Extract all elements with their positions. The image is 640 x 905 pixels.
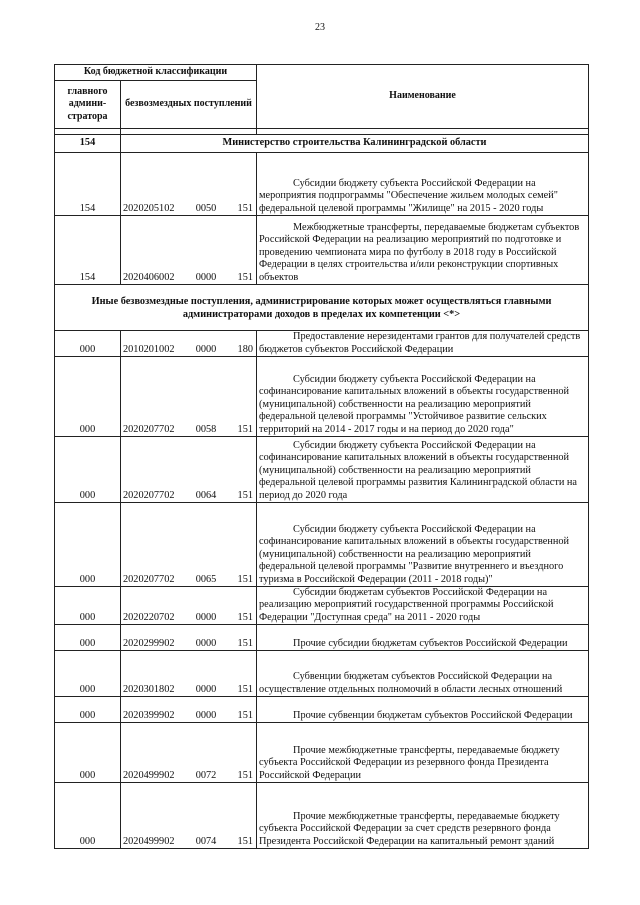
revenue-code — [121, 216, 257, 285]
admin-code: 000 — [55, 357, 121, 437]
code-main: 2010201002 — [123, 343, 175, 355]
table-row — [55, 723, 589, 783]
item-name: Субсидии бюджету субъекта Российской Федерации на софинансирование капитальных вложений в объекты государственной (муниципальной) собственности на реализацию мероприятий федеральной целевой программы развития Калининградской области на период до 2020 года — [257, 437, 589, 503]
budget-classification-table — [54, 64, 589, 849]
admin-code: 000 — [55, 651, 121, 697]
revenue-code — [121, 357, 257, 437]
code-type: 151 — [237, 202, 253, 214]
table-row — [55, 153, 589, 216]
code-sub: 0064 — [195, 489, 217, 501]
code-main: 2020205102 — [123, 202, 175, 214]
code-type: 151 — [237, 769, 253, 781]
table-row — [55, 331, 589, 357]
code-sub: 0074 — [195, 835, 217, 847]
revenue-code — [121, 587, 257, 625]
code-type: 151 — [237, 271, 253, 283]
table-row — [55, 625, 589, 651]
code-main: 2020499902 — [123, 835, 175, 847]
admin-code: 154 — [55, 216, 121, 285]
admin-code: 000 — [55, 587, 121, 625]
header-name: Наименование — [257, 65, 589, 129]
code-sub: 0058 — [195, 423, 217, 435]
table-row — [55, 697, 589, 723]
code-type: 151 — [237, 835, 253, 847]
code-type: 151 — [237, 683, 253, 695]
admin-code: 000 — [55, 625, 121, 651]
code-type: 151 — [237, 573, 253, 585]
code-type: 151 — [237, 637, 253, 649]
code-main: 2020220702 — [123, 611, 175, 623]
table-row — [55, 216, 589, 285]
revenue-code — [121, 625, 257, 651]
table-row — [55, 651, 589, 697]
admin-code: 154 — [55, 153, 121, 216]
code-sub: 0000 — [195, 343, 217, 355]
code-type: 151 — [237, 423, 253, 435]
code-main: 2020207702 — [123, 573, 175, 585]
page-number: 23 — [315, 22, 325, 33]
code-sub: 0000 — [195, 709, 217, 721]
revenue-code — [121, 783, 257, 849]
header-code-group: Код бюджетной классификации — [55, 65, 257, 81]
code-type: 151 — [237, 709, 253, 721]
table-row — [55, 587, 589, 625]
code-main: 2020399902 — [123, 709, 175, 721]
revenue-code — [121, 503, 257, 587]
code-main: 2020301802 — [123, 683, 175, 695]
code-sub: 0065 — [195, 573, 217, 585]
code-main: 2020299902 — [123, 637, 175, 649]
admin-code: 000 — [55, 723, 121, 783]
admin-code: 000 — [55, 331, 121, 357]
code-main: 2020207702 — [123, 423, 175, 435]
item-name: Субвенции бюджетам субъектов Российской Федерации на осуществление отдельных полномочий в области лесных отношений — [257, 651, 589, 697]
table-row — [55, 437, 589, 503]
item-name: Предоставление нерезидентами грантов для получателей средств бюджетов субъектов Российской Федерации — [257, 331, 589, 357]
item-name: Субсидии бюджету субъекта Российской Федерации на софинансирование капитальных вложений в объекты государственной (муниципальной) собственности на реализацию мероприятий федеральной целевой программы "Развитие внутреннего и въездного туризма в Российской Федерации (2011 - 2018 годы)" — [257, 503, 589, 587]
admin-code: 000 — [55, 697, 121, 723]
section-admin: 154 — [55, 135, 121, 153]
header-revenue: безвозмездных поступлений — [121, 81, 257, 129]
header-admin: главного админи-стратора — [55, 81, 121, 129]
code-main: 2020406002 — [123, 271, 175, 283]
section-other-title: Иные безвозмездные поступления, администрирование которых может осуществляться главными администраторами доходов в пределах их компетенции <*> — [55, 285, 589, 331]
item-name: Прочие субсидии бюджетам субъектов Российской Федерации — [257, 625, 589, 651]
revenue-code — [121, 723, 257, 783]
revenue-code — [121, 153, 257, 216]
revenue-code — [121, 331, 257, 357]
code-sub: 0072 — [195, 769, 217, 781]
code-sub: 0000 — [195, 637, 217, 649]
section-title: Министерство строительства Калининградской области — [121, 135, 589, 153]
code-type: 151 — [237, 489, 253, 501]
revenue-code — [121, 651, 257, 697]
table-row — [55, 503, 589, 587]
code-sub: 0000 — [195, 271, 217, 283]
table-row — [55, 783, 589, 849]
code-sub: 0050 — [195, 202, 217, 214]
item-name: Межбюджетные трансферты, передаваемые бюджетам субъектов Российской Федерации на реализацию мероприятий по подготовке и проведению чемпионата мира по футболу в 2018 году в Российской Федерации в целях строительства и/или реконструкции спортивных объектов — [257, 216, 589, 285]
revenue-code — [121, 437, 257, 503]
code-type: 151 — [237, 611, 253, 623]
revenue-code — [121, 697, 257, 723]
admin-code: 000 — [55, 437, 121, 503]
item-name: Субсидии бюджету субъекта Российской Федерации на софинансирование капитальных вложений в объекты государственной (муниципальной) собственности на реализацию мероприятий федеральной целевой программы "Устойчивое развитие сельских территорий на 2014 - 2017 годы и на период до 2020 года" — [257, 357, 589, 437]
code-type: 180 — [237, 343, 253, 355]
table-row — [55, 357, 589, 437]
item-name: Субсидии бюджетам субъектов Российской Федерации на реализацию мероприятий государственной программы Российской Федерации "Доступная среда" на 2011 - 2020 годы — [257, 587, 589, 625]
item-name: Субсидии бюджету субъекта Российской Федерации на мероприятия подпрограммы "Обеспечение жильем молодых семей" федеральной целевой программы "Жилище" на 2015 - 2020 годы — [257, 153, 589, 216]
code-sub: 0000 — [195, 611, 217, 623]
code-main: 2020207702 — [123, 489, 175, 501]
admin-code: 000 — [55, 503, 121, 587]
admin-code: 000 — [55, 783, 121, 849]
item-name: Прочие межбюджетные трансферты, передаваемые бюджету субъекта Российской Федерации за счет средств резервного фонда Президента Российской Федерации на капитальный ремонт зданий — [257, 783, 589, 849]
code-sub: 0000 — [195, 683, 217, 695]
item-name: Прочие межбюджетные трансферты, передаваемые бюджету субъекта Российской Федерации из резервного фонда Президента Российской Федерации — [257, 723, 589, 783]
code-main: 2020499902 — [123, 769, 175, 781]
item-name: Прочие субвенции бюджетам субъектов Российской Федерации — [257, 697, 589, 723]
